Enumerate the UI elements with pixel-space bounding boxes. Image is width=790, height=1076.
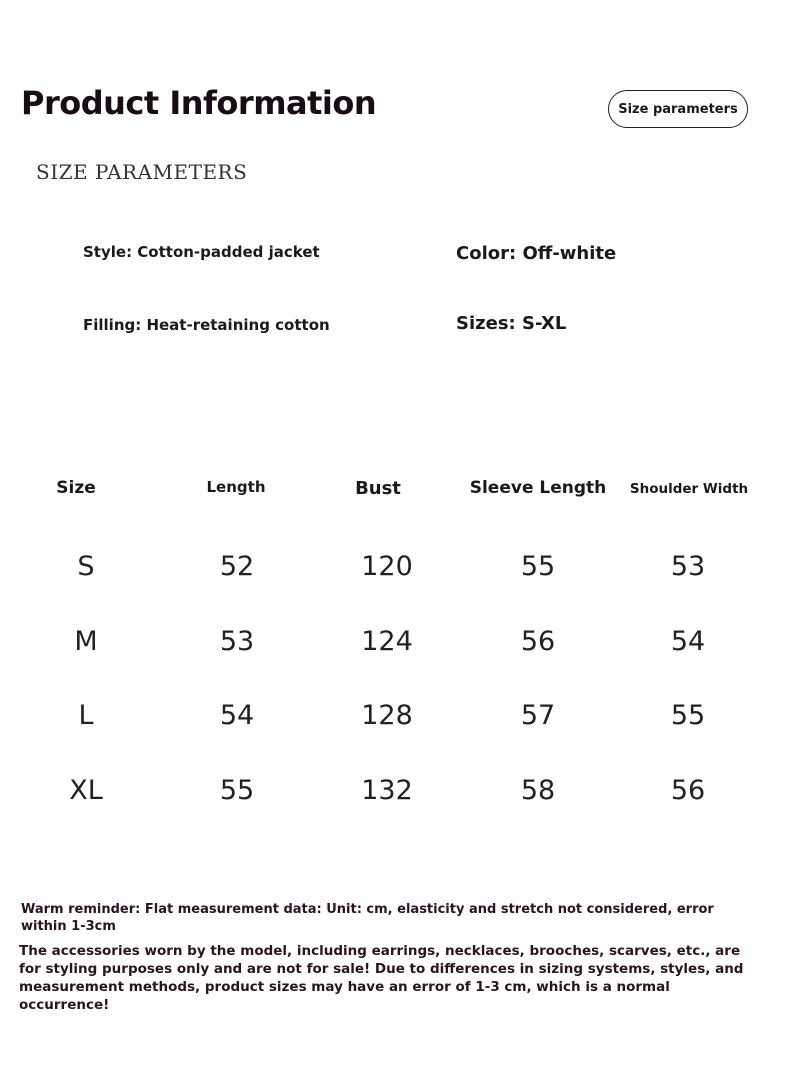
cell-length: 55 (219, 775, 255, 806)
col-header-bust: Bust (355, 478, 401, 499)
cell-bust: 132 (361, 775, 413, 806)
cell-sleeve-length: 57 (520, 700, 556, 731)
cell-sleeve-length: 58 (520, 775, 556, 806)
accessories-disclaimer: The accessories worn by the model, including earrings, necklaces, brooches, scarves, etc., are for styling purposes only and are not for sale! Due to differences in sizing systems, styles, and measurement methods, product sizes may have an error of 1-3 cm, which is a normal occurrence! (19, 943, 744, 1013)
measurement-reminder: Warm reminder: Flat measurement data: Unit: cm, elasticity and stretch not considered, error within 1-3cm (21, 902, 714, 934)
cell-shoulder-width: 56 (670, 775, 706, 806)
spec-filling: Filling: Heat-retaining cotton (83, 316, 330, 334)
cell-length: 53 (219, 626, 255, 657)
cell-bust: 124 (361, 626, 413, 657)
page-title: Product Information (21, 84, 377, 122)
cell-shoulder-width: 54 (670, 626, 706, 657)
col-header-shoulder-width: Shoulder Width (629, 481, 749, 497)
cell-size: XL (69, 775, 103, 806)
cell-length: 52 (219, 551, 255, 582)
cell-size: M (74, 626, 98, 657)
cell-size: L (78, 700, 94, 731)
spec-style: Style: Cotton-padded jacket (83, 243, 320, 261)
spec-sizes: Sizes: S-XL (456, 313, 567, 334)
col-header-length: Length (206, 478, 266, 496)
cell-sleeve-length: 56 (520, 626, 556, 657)
section-subtitle: SIZE PARAMETERS (36, 160, 248, 184)
cell-sleeve-length: 55 (520, 551, 556, 582)
size-parameters-button[interactable]: Size parameters (608, 90, 748, 128)
cell-bust: 120 (361, 551, 413, 582)
cell-bust: 128 (361, 700, 413, 731)
col-header-sleeve-length: Sleeve Length (469, 478, 607, 498)
cell-size: S (77, 551, 95, 582)
cell-shoulder-width: 55 (670, 700, 706, 731)
col-header-size: Size (56, 478, 96, 498)
cell-length: 54 (219, 700, 255, 731)
cell-shoulder-width: 53 (670, 551, 706, 582)
spec-color: Color: Off-white (456, 243, 617, 264)
